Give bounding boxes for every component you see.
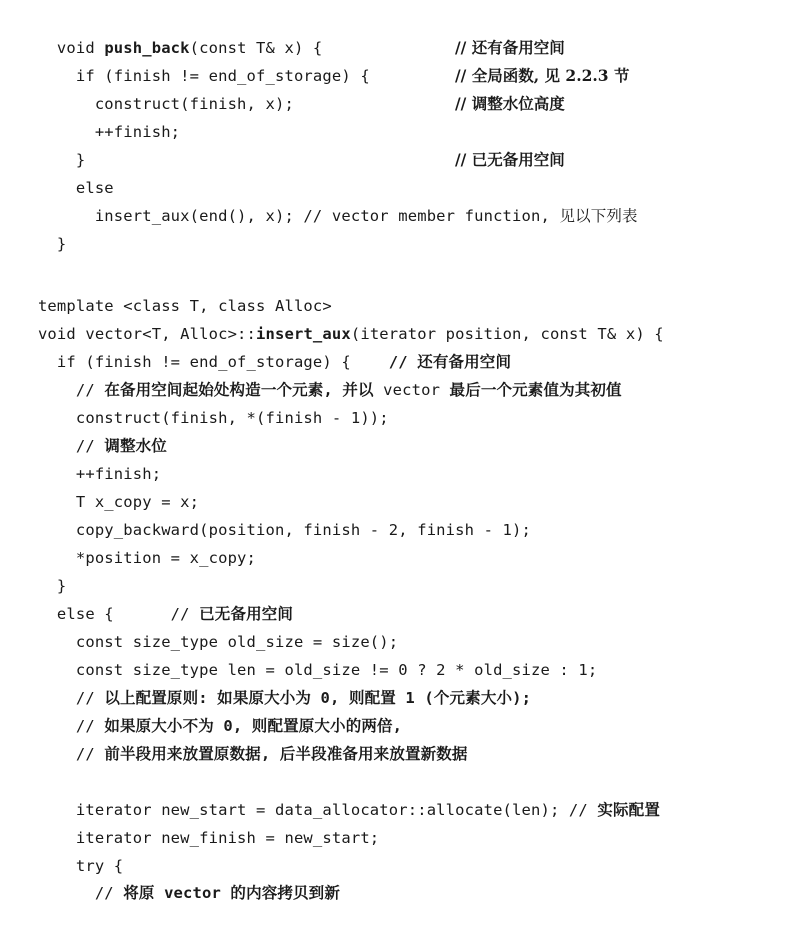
code-line bbox=[0, 460, 200, 511]
code-line bbox=[0, 292, 664, 343]
code-text: // bbox=[37, 437, 105, 455]
code-line bbox=[0, 796, 380, 847]
code-comment: 已无备用空间 bbox=[199, 605, 294, 623]
code-text: construct(finish, x); bbox=[37, 95, 294, 113]
code-text: (const T& x) { bbox=[189, 39, 323, 57]
code-comment: // 还有备用空间 bbox=[388, 353, 512, 371]
code-comment: member function, 见以下列表 bbox=[398, 207, 638, 225]
code-text: insert_aux(end(), x); // vector bbox=[37, 207, 399, 225]
code-text: // bbox=[37, 381, 105, 399]
code-text: const size_type old_size = size(); bbox=[37, 633, 399, 651]
code-text: iterator new_start = data_allocator::allocate(len); // bbox=[37, 801, 598, 819]
code-line bbox=[0, 628, 598, 679]
code-text: else { // bbox=[37, 605, 200, 623]
code-line bbox=[0, 656, 532, 707]
code-line bbox=[0, 376, 389, 427]
code-line bbox=[0, 118, 86, 169]
code-comment: // 全局函数, 见 2.2.3 节 bbox=[455, 66, 630, 85]
code-text: iterator new_finish = new_start; bbox=[37, 829, 380, 847]
code-text: template <class T, class Alloc> bbox=[37, 297, 332, 315]
code-text: if (finish != end_of_storage) { bbox=[37, 353, 389, 371]
code-comment: 将原 vector 的内容拷贝到新 bbox=[123, 884, 340, 902]
code-line bbox=[0, 824, 124, 875]
code-text: } bbox=[37, 235, 67, 253]
code-line bbox=[0, 488, 531, 539]
code-text: construct(finish, *(finish - 1)); bbox=[37, 409, 389, 427]
code-text: T x_copy = x; bbox=[37, 493, 200, 511]
code-text: if (finish != end_of_storage) { bbox=[37, 67, 370, 85]
code-comment: 实际配置 bbox=[597, 801, 660, 819]
code-line bbox=[0, 264, 332, 315]
code-comment: // 调整水位高度 bbox=[455, 94, 565, 113]
code-line bbox=[0, 34, 370, 85]
code-text: void vector<T, Alloc>:: bbox=[37, 325, 257, 343]
code-text: void bbox=[37, 39, 105, 57]
code-comment: // 还有备用空间 bbox=[455, 38, 565, 57]
code-line bbox=[0, 851, 340, 902]
function-name: push_back bbox=[104, 39, 190, 57]
code-comment: // 已无备用空间 bbox=[455, 150, 565, 169]
code-text: else bbox=[37, 179, 114, 197]
code-line bbox=[0, 320, 512, 371]
code-text: } bbox=[37, 151, 86, 169]
code-text: // bbox=[37, 689, 105, 707]
code-line bbox=[0, 62, 294, 113]
code-text: copy_backward(position, finish - 2, finish - 1); bbox=[37, 521, 531, 539]
code-text: *position = x_copy; bbox=[37, 549, 257, 567]
code-comment: 以上配置原则: 如果原大小为 0, 则配置 1 (个元素大小); bbox=[104, 689, 532, 707]
code-text: ++finish; bbox=[37, 123, 181, 141]
code-line bbox=[0, 712, 468, 763]
code-line bbox=[0, 684, 403, 735]
function-name: insert_aux bbox=[256, 325, 351, 343]
code-text: // bbox=[37, 884, 124, 902]
code-text: const size_type len = old_size != 0 ? 2 * old_size : 1; bbox=[37, 661, 598, 679]
code-line bbox=[0, 768, 660, 819]
code-line bbox=[0, 432, 162, 483]
code-comment: 最后一个元素值为其初值 bbox=[440, 381, 622, 399]
code-comment: 前半段用来放置原数据, 后半段准备用来放置新数据 bbox=[104, 745, 468, 763]
code-comment: 如果原大小不为 0, 则配置原大小的两倍, bbox=[104, 717, 403, 735]
code-line bbox=[0, 404, 167, 455]
code-comment: 在备用空间起始处构造一个元素, 并以 bbox=[104, 381, 384, 399]
code-line bbox=[0, 600, 399, 651]
code-line bbox=[0, 572, 294, 623]
code-line bbox=[0, 90, 181, 141]
code-line bbox=[0, 6, 323, 57]
code-text: (iterator position, const T& x) { bbox=[350, 325, 664, 343]
code-text: try { bbox=[37, 857, 124, 875]
code-line bbox=[0, 544, 67, 595]
code-text: vector bbox=[383, 381, 441, 399]
code-line bbox=[0, 202, 67, 253]
code-comment: 调整水位 bbox=[104, 437, 167, 455]
code-text: } bbox=[37, 577, 67, 595]
code-line bbox=[0, 174, 638, 225]
code-line bbox=[0, 516, 257, 567]
code-text: // bbox=[37, 745, 105, 763]
code-line bbox=[0, 146, 114, 197]
code-line bbox=[0, 348, 622, 399]
code-text: // bbox=[37, 717, 105, 735]
code-text: ++finish; bbox=[37, 465, 162, 483]
